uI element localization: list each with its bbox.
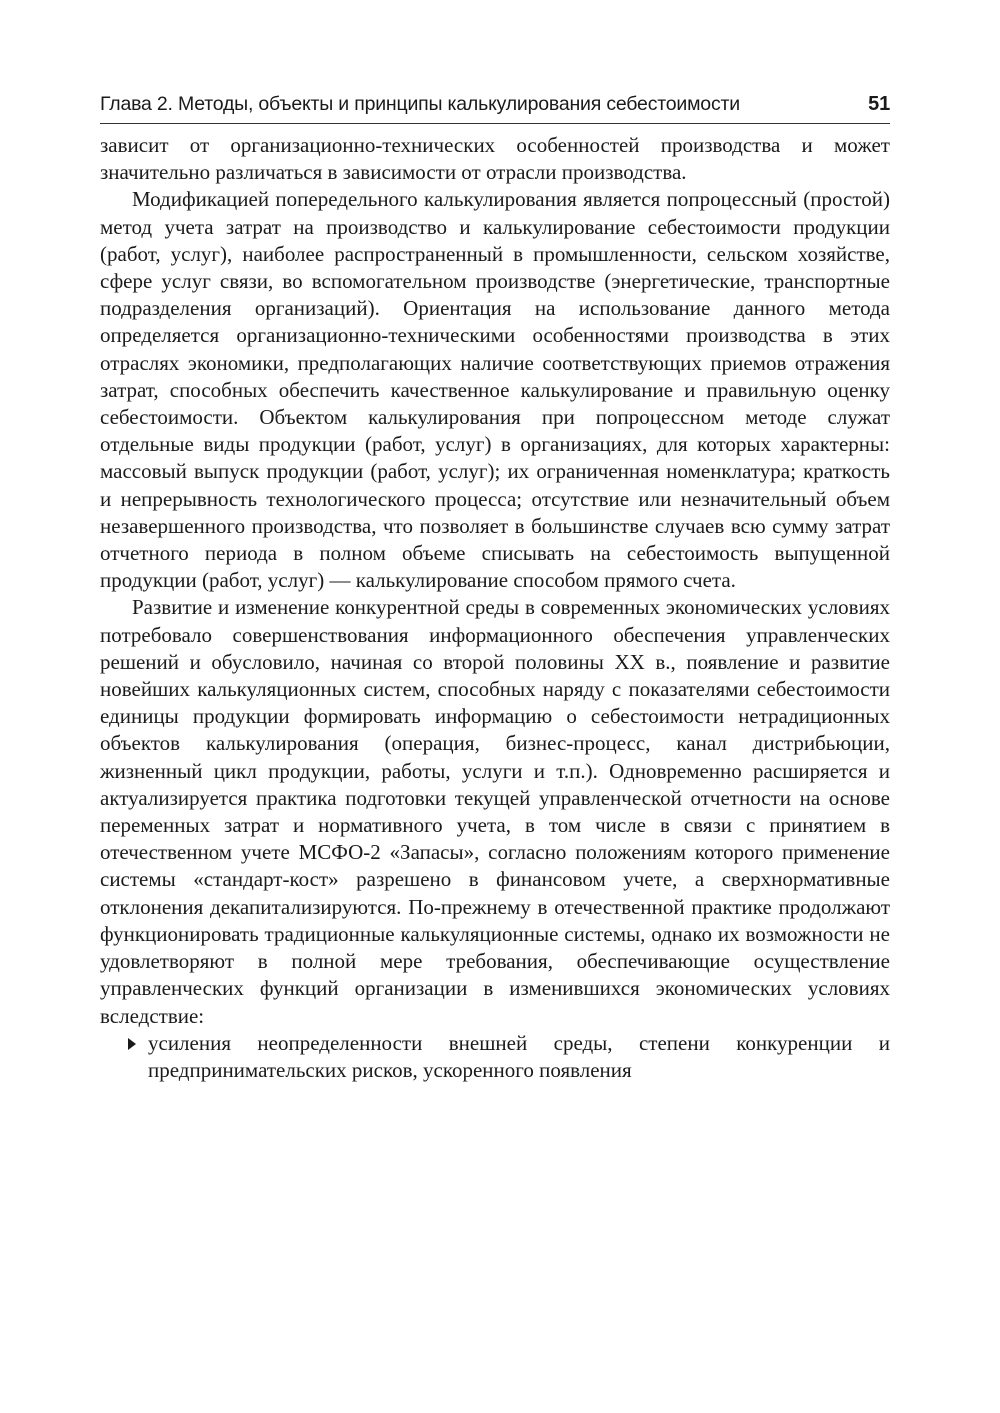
bullet-list — [100, 1030, 890, 1084]
running-header — [100, 92, 890, 124]
paragraph: Развитие и изменение конкурентной среды в современных экономических условиях потребовало совершенствования информационного обеспечения управленческих решений и обусловило, начиная со второй половины XX в., появление и развитие новейших калькуляционных систем, способных наряду с показателями себестоимости единицы продукции формировать информацию о себестоимости нетрадиционных объектов калькулирования (операция, бизнес-процесс, канал дистрибьюции, жизненный цикл продукции, работы, услуги и т.п.). Одновременно расширяется и актуализируется практика подготовки текущей управленческой отчетности на основе переменных затрат и нормативного учета, в том числе в связи с принятием в отечественном учете МСФО-2 «Запасы», согласно положениям которого применение системы «стандарт-кост» разрешено в финансовом учете, а сверхнормативные отклонения декапитализируются. По-прежнему в отечественной практике продолжают функционировать традиционные калькуляционные системы, однако их возможности не удовлетворяют в полной мере требования, обеспечивающие осуществление управленческих функций организации в изменившихся экономических условиях вследствие: — [100, 595, 890, 1028]
book-page — [100, 92, 890, 1084]
chapter-title: Глава 2. Методы, объекты и принципы калькулирования себестоимости — [100, 93, 740, 115]
page-number: 51 — [868, 93, 890, 115]
paragraph: Модификацией попередельного калькулирования является попроцессный (простой) метод учета затрат на производство и калькулирование себестоимости продукции (работ, услуг), наиболее распространенный в промышленности, сельском хозяйстве, сфере услуг связи, во вспомогательном производстве (энергетические, транспортные подразделения организаций). Ориентация на использование данного метода определяется организационно-техническими особенностями производства в этих отраслях экономики, предполагающих наличие соответствующих приемов отражения затрат, способных обеспечить качественное калькулирование и правильную оценку себестоимости. Объектом калькулирования при попроцессном методе служат отдельные виды продукции (работ, услуг) в организациях, для которых характерны: массовый выпуск продукции (работ, услуг); их ограниченная номенклатура; краткость и непрерывность технологического процесса; отсутствие или незначительный объем незавершенного производства, что позволяет в большинстве случаев всю сумму затрат отчетного периода в полном объеме списывать на себестоимость выпущенной продукции (работ, услуг) — калькулирование способом прямого счета. — [100, 187, 890, 593]
bullet-item — [148, 1030, 890, 1084]
paragraph-continuation: зависит от организационно-технических особенностей производства и может значительно различаться в зависимости от отрасли производства. — [100, 133, 890, 185]
body-text — [100, 132, 890, 1084]
bullet-text: усиления неопределенности внешней среды, степени конкуренции и предпринимательских рисков, ускоренного появления — [148, 1030, 890, 1082]
triangle-bullet-icon — [128, 1038, 136, 1050]
